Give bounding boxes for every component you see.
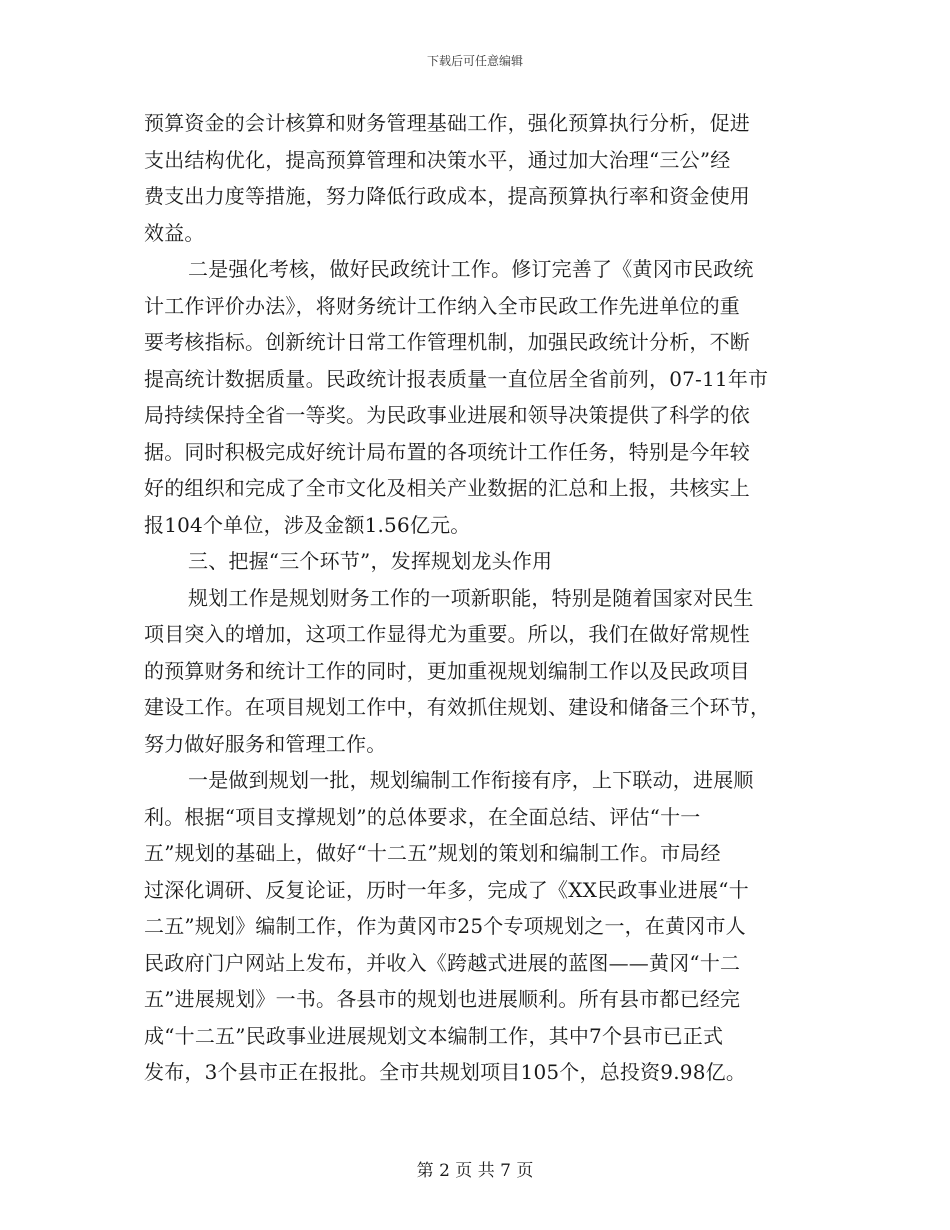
text-line: 提高统计数据质量。民政统计报表质量一直位居全省前列，07-11年市 xyxy=(144,366,769,391)
text-line: 计工作评价办法》，将财务统计工作纳入全市民政工作先进单位的重 xyxy=(144,293,740,318)
text-line: 规划工作是规划财务工作的一项新职能，特别是随着国家对民生 xyxy=(188,585,754,610)
text-line: 据。同时积极完成好统计局布置的各项统计工作任务，特别是今年较 xyxy=(144,439,750,464)
text-line: 三、把握“三个环节”，发挥规划龙头作用 xyxy=(188,549,553,573)
text-line: 费支出力度等措施，努力降低行政成本，提高预算执行率和资金使用 xyxy=(144,184,750,208)
text-line: 预算资金的会计核算和财务管理基础工作，强化预算执行分析，促进 xyxy=(144,111,750,135)
text-line: 报104个单位，涉及金额1.56亿元。 xyxy=(144,512,471,537)
document-body xyxy=(144,105,806,1091)
text-line: 成“十二五”民政事业进展规划文本编制工作，其中7个县市已正式 xyxy=(144,1023,724,1048)
text-line: 二是强化考核，做好民政统计工作。修订完善了《黄冈市民政统 xyxy=(188,257,754,281)
page-number-footer: 第 2 页 共 7 页 xyxy=(416,1161,534,1181)
text-line: 好的组织和完成了全市文化及相关产业数据的汇总和上报，共核实上 xyxy=(144,476,750,500)
text-line: 发布，3个县市正在报批。全市共规划项目105个，总投资9.98亿。 xyxy=(144,1060,747,1084)
text-line: 二五”规划》编制工作，作为黄冈市25个专项规划之一，在黄冈市人 xyxy=(144,914,746,938)
text-line: 建设工作。在项目规划工作中，有效抓住规划、建设和储备三个环节， xyxy=(144,695,771,719)
text-line: 效益。 xyxy=(144,220,205,245)
text-line: 支出结构优化，提高预算管理和决策水平，通过加大治理“三公”经 xyxy=(144,147,731,172)
text-line: 五”进展规划》一书。各县市的规划也进展顺利。所有县市都已经完 xyxy=(144,987,741,1011)
text-line: 局持续保持全省一等奖。为民政事业进展和领导决策提供了科学的依 xyxy=(144,403,750,427)
text-line: 民政府门户网站上发布，并收入《跨越式进展的蓝图——黄冈“十二 xyxy=(144,950,741,975)
text-line: 利。根据“项目支撑规划”的总体要求，在全面总结、评估“十一 xyxy=(144,804,701,829)
text-line: 要考核指标。创新统计日常工作管理机制，加强民政统计分析，不断 xyxy=(144,330,750,354)
text-line: 努力做好服务和管理工作。 xyxy=(144,731,387,756)
text-line: 一是做到规划一批，规划编制工作衔接有序，上下联动，进展顺 xyxy=(188,768,754,792)
page-header-note: 下载后可任意编辑 xyxy=(426,54,523,68)
text-line: 的预算财务和统计工作的同时，更加重视规划编制工作以及民政项目 xyxy=(144,658,750,683)
text-line: 项目突入的增加，这项工作显得尤为重要。所以，我们在做好常规性 xyxy=(144,622,750,646)
text-line: 五”规划的基础上，做好“十二五”规划的策划和编制工作。市局经 xyxy=(144,841,721,865)
text-line: 过深化调研、反复论证，历时一年多，完成了《XX民政事业进展“十 xyxy=(144,877,749,902)
